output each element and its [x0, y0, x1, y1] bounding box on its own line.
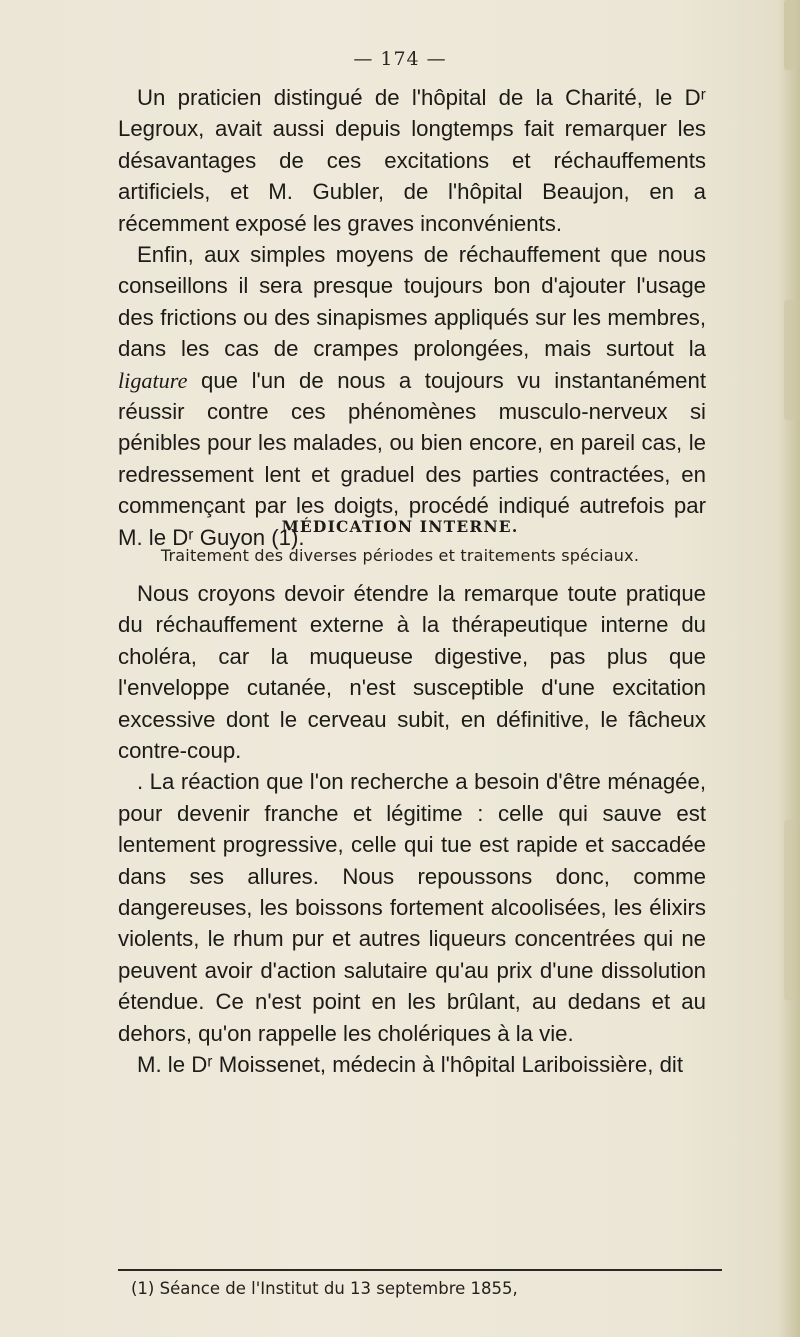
footnote: (1) Séance de l'Institut du 13 septembre 1855,: [131, 1279, 518, 1298]
paragraph: [118, 239, 706, 553]
paragraph: Un praticien distingué de l'hôpital de la Charité, le Dʳ Legroux, avait aussi depuis longtemps fait remarquer les désavantages de ces excitations et réchauffements artificiels, et M. Gubler, de l'hôpital Beaujon, en a récemment exposé les graves inconvénients.: [118, 85, 706, 236]
paragraph-text: que l'un de nous a toujours vu instantanément réussir contre ces phénomènes musculo-nerveux si pénibles pour les malades, ou bien encore, en pareil cas, le redressement lent et graduel des parties contractées, en commençant par les doigts, procédé indiqué autrefois par M. le Dʳ Guyon (1).: [118, 367, 706, 550]
italic-term: ligature: [118, 367, 188, 393]
text-block-lower: [118, 578, 706, 1081]
page-edge-shadow: [778, 0, 800, 1337]
text-block-upper: [118, 82, 706, 553]
paragraph: . La réaction que l'on recherche a besoin d'être ménagée, pour devenir franche et légitime : celle qui sauve est lentement progressive, celle qui tue est rapide et saccadée dans ses allures. Nous repoussons donc, comme dangereuses, les boissons fortement alcoolisées, les élixirs violents, le rhum pur et autres liqueurs concentrées qui ne peuvent avoir d'action salutaire qu'au prix d'une dissolution étendue. Ce n'est point en les brûlant, au dedans et au dehors, qu'on rappelle les cholériques à la vie.: [118, 769, 706, 1046]
section-heading: MÉDICATION INTERNE.: [281, 517, 519, 536]
page-edge-ridge: [784, 300, 794, 420]
paragraph: M. le Dʳ Moissenet, médecin à l'hôpital Lariboissière, dit: [137, 1052, 683, 1078]
page-edge-ridge: [784, 820, 794, 1000]
page-number: — 174 —: [353, 48, 447, 70]
section-subheading: Traitement des diverses périodes et traitements spéciaux.: [160, 546, 640, 565]
paragraph: Nous croyons devoir étendre la remarque toute pratique du réchauffement externe à la thérapeutique interne du choléra, car la muqueuse digestive, pas plus que l'enveloppe cutanée, n'est susceptible d'une excitation excessive dont le cerveau subit, en définitive, le fâcheux contre-coup.: [118, 581, 706, 764]
paragraph-text: Enfin, aux simples moyens de réchauffement que nous conseillons il sera presque toujours bon d'ajouter l'usage des frictions ou des sinapismes appliqués sur les membres, dans les cas de crampes prolongées, mais surtout la: [118, 242, 706, 362]
footnote-divider: [118, 1269, 722, 1271]
